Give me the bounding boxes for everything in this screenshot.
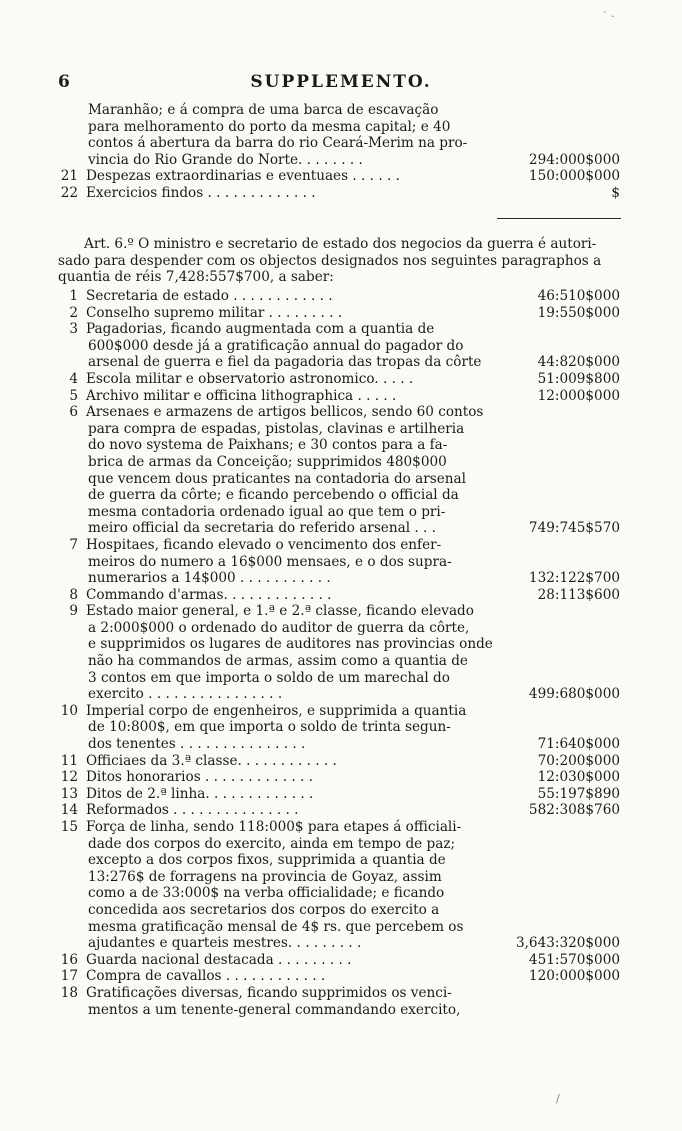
item-number: 22 [60,184,78,201]
continued-list [0,102,682,202]
item-text: Arsenaes e armazens de artigos bellicos, sendo 60 contos [86,404,484,421]
item-text: Ditos honorarios . . . . . . . . . . . . . [86,769,314,786]
item-text: brica de armas da Conceição; supprimidos 480$000 [88,453,447,470]
item-amount: 12:000$000 [537,387,620,404]
item-text: Despezas extraordinarias e eventuaes . . . . . . [86,168,400,185]
list-item [0,736,682,753]
item-text: Exercicios findos . . . . . . . . . . . . . [86,184,316,201]
item-amount: 3,643:320$000 [515,935,620,952]
list-item [0,454,682,471]
running-title: SUPPLEMENTO. [250,72,432,92]
list-item [0,603,682,620]
item-number: 21 [60,168,78,185]
list-item [0,885,682,902]
item-text: Pagadorias, ficando augmentada com a quantia de [86,321,435,338]
item-number: 7 [69,536,78,553]
list-item [0,919,682,936]
item-text: Estado maior general, e 1.ª e 2.ª classe, ficando elevado [86,603,474,620]
list-item [0,719,682,736]
list-item [0,288,682,305]
item-amount: 120:000$000 [528,968,620,985]
list-item [0,686,682,703]
list-item [0,670,682,687]
item-number: 4 [69,370,78,387]
item-amount: 12:030$000 [537,769,620,786]
item-text: ajudantes e quarteis mestres. . . . . . . . . [88,935,362,952]
list-item [0,1002,682,1019]
item-number: 16 [60,951,78,968]
item-amount: 51:009$800 [537,370,620,387]
item-text: dade dos corpos do exercito, ainda em tempo de paz; [88,835,456,852]
item-amount: 582:308$760 [528,802,620,819]
item-text: 13:276$ de forragens na provincia de Goyaz, assim [88,868,442,885]
item-amount: 28:113$600 [537,586,620,603]
item-text: Ditos de 2.ª linha. . . . . . . . . . . . . [86,785,314,802]
item-number: 13 [60,785,78,802]
list-item [0,135,682,152]
article-line: sado para despender com os objectos designados nos seguintes paragraphos a [58,252,602,269]
list-item [0,653,682,670]
item-amount: 71:640$000 [537,736,620,753]
item-text: Reformados . . . . . . . . . . . . . . . [86,802,299,819]
list-item [0,471,682,488]
item-text: e supprimidos os lugares de auditores nas provincias onde [88,636,493,653]
page-number: 6 [58,72,70,92]
item-number: 10 [60,702,78,719]
item-number: 14 [60,802,78,819]
item-text: Archivo militar e officina lithographica . . . . . [86,387,397,404]
item-number: 8 [69,586,78,603]
item-text: a 2:000$000 o ordenado do auditor de guerra da côrte, [88,619,470,636]
item-text: mentos a um tenente-general commandando exercito, [88,1001,461,1018]
item-text: numerarios a 14$000 . . . . . . . . . . . [88,570,331,587]
list-item [0,902,682,919]
list-item [0,421,682,438]
item-amount: 44:820$000 [537,354,620,371]
item-text: Maranhão; e á compra de uma barca de escavação [88,102,439,118]
item-amount: 451:570$000 [528,951,620,968]
item-text: Hospitaes, ficando elevado o vencimento dos enfer- [86,536,442,553]
list-item [0,769,682,786]
item-text: Guarda nacional destacada . . . . . . . . . [86,951,352,968]
list-item [0,338,682,355]
item-amount: 46:510$000 [537,288,620,304]
list-item [0,554,682,571]
scan-mark: / [556,1092,560,1105]
list-item [0,404,682,421]
list-item [0,819,682,836]
item-text: concedida aos secretarios dos corpos do exercito a [88,901,440,918]
list-item [0,570,682,587]
list-item [0,152,682,169]
item-text: como a de 33:000$ na verba officialidade; e ficando [88,885,445,902]
item-text: mesma gratificação mensal de 4$ rs. que percebem os [88,918,464,935]
list-item [0,869,682,886]
item-number: 2 [69,304,78,321]
item-text: mesma contadoria ordenado igual ao que tem o pri- [88,503,446,520]
list-item [0,636,682,653]
article-line: Art. 6.º O ministro e secretario de estado dos negocios da guerra é autori- [84,236,597,252]
list-item [0,537,682,554]
item-text: excepto a dos corpos fixos, supprimida a quantia de [88,852,446,869]
list-item [0,703,682,720]
list-item [0,388,682,405]
item-amount: 294:000$000 [528,151,620,168]
list-item [0,587,682,604]
item-amount: 55:197$890 [537,785,620,802]
item-text: vincia do Rio Grande do Norte. . . . . . . . [88,151,363,168]
item-text: Gratificações diversas, ficando supprimidos os venci- [86,984,452,1001]
item-text: que vencem dous praticantes na contadoria do arsenal [88,470,466,487]
item-text: contos á abertura da barra do rio Ceará-Merim na pro- [88,135,468,152]
list-item [0,620,682,637]
item-amount: 150:000$000 [528,168,620,185]
item-text: para compra de espadas, pistolas, clavinas e artilheria [88,420,465,437]
expense-list [0,288,682,1018]
item-text: 600$000 desde já a gratificação annual do pagador do [88,337,464,354]
list-item [0,520,682,537]
item-text: Conselho supremo militar . . . . . . . . . [86,304,343,321]
item-amount: 499:680$000 [528,686,620,703]
item-number: 6 [69,404,78,421]
item-number: 9 [69,603,78,620]
item-text: Commando d'armas. . . . . . . . . . . . . [86,586,332,603]
item-text: 3 contos em que importa o soldo de um marechal do [88,669,450,686]
item-number: 1 [69,288,78,304]
article-line: quantia de réis 7,428:557$700, a saber: [58,269,334,286]
item-text: para melhoramento do porto da mesma capital; e 40 [88,118,451,135]
page-header [58,72,624,94]
item-number: 12 [60,769,78,786]
list-item [0,852,682,869]
list-item [0,968,682,985]
item-amount: 19:550$000 [537,304,620,321]
list-item [0,487,682,504]
list-item [0,437,682,454]
item-number: 11 [60,752,78,769]
list-item [0,753,682,770]
item-amount: $ [611,184,620,201]
item-text: meiro official da secretaria do referido arsenal . . . [88,520,436,537]
item-amount: 70:200$000 [537,752,620,769]
item-text: do novo systema de Paixhans; e 30 contos para a fa- [88,437,448,454]
list-item [0,504,682,521]
item-text: Officiaes da 3.ª classe. . . . . . . . . . . . [86,752,337,769]
list-item [0,321,682,338]
list-item [0,168,682,185]
list-item [0,935,682,952]
item-number: 15 [60,819,78,835]
list-item [0,354,682,371]
article-6 [0,236,682,286]
item-text: de 10:800$, em que importa o soldo de trinta segun- [88,719,451,736]
list-item [0,985,682,1002]
item-text: Força de linha, sendo 118:000$ para etapes á officiali- [86,819,462,835]
item-text: arsenal de guerra e fiel da pagadoria das tropas da côrte [88,354,482,371]
item-text: dos tenentes . . . . . . . . . . . . . . . [88,736,306,753]
item-text: Compra de cavallos . . . . . . . . . . . . [86,968,326,985]
item-text: Escola militar e observatorio astronomico. . . . . [86,370,414,387]
list-item [0,371,682,388]
item-number: 3 [69,321,78,338]
item-amount: 749:745$570 [528,520,620,537]
item-text: Secretaria de estado . . . . . . . . . . . . [86,288,333,304]
list-item [0,802,682,819]
item-amount: 132:122$700 [528,570,620,587]
list-item [0,952,682,969]
list-item [0,836,682,853]
list-item [0,185,682,202]
scan-mark: ˙ · [602,10,615,23]
item-text: Imperial corpo de engenheiros, e supprimida a quantia [86,702,467,719]
list-item [0,119,682,136]
list-item [0,786,682,803]
item-text: exercito . . . . . . . . . . . . . . . . [88,686,283,703]
list-item [0,305,682,322]
item-text: de guerra da côrte; e ficando percebendo o official da [88,487,459,504]
item-number: 18 [60,984,78,1001]
item-text: meiros do numero a 16$000 mensaes, e o dos supra- [88,553,452,570]
list-item [0,102,682,119]
item-number: 17 [60,968,78,985]
item-text: não ha commandos de armas, assim como a quantia de [88,653,468,670]
subtotal-rule [497,218,621,219]
item-number: 5 [69,387,78,404]
